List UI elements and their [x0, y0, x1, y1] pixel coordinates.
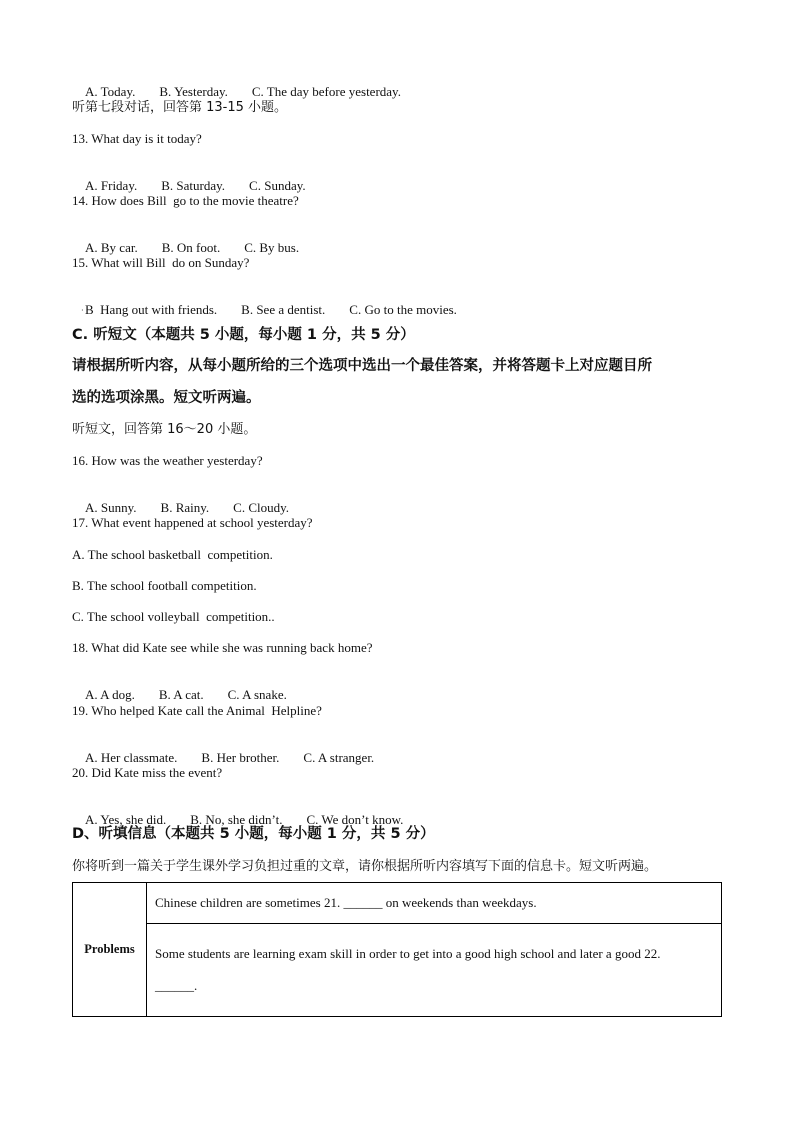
question-17-option-c: C. The school volleyball competition..	[72, 609, 275, 624]
option-c: C. Go to the movies.	[349, 302, 457, 317]
section-c-intro: 听短文，回答第 16～20 小题。	[72, 422, 257, 437]
dialog7-intro: 听第七段对话，回答第 13-15 小题。	[72, 100, 288, 115]
option-a: A. A dog.	[85, 687, 135, 702]
question-15: 15. What will Bill do on Sunday?	[72, 255, 250, 270]
section-d-intro: 你将听到一篇关于学生课外学习负担过重的文章，请你根据所听内容填写下面的信息卡。短文听两遍。	[72, 859, 658, 874]
table-row	[73, 924, 722, 1017]
option-b: B. Rainy.	[160, 500, 210, 515]
problem-21-cell[interactable]: Chinese children are sometimes 21. ______ on weekends than weekdays.	[147, 883, 722, 924]
option-a: A. Today.	[85, 84, 136, 99]
table-row	[73, 883, 722, 924]
problem-22-cell[interactable]	[147, 924, 722, 1017]
question-17-option-b: B. The school football competition.	[72, 578, 257, 593]
problem-22-line-1: Some students are learning exam skill in order to get into a good high school and later a good 22.	[155, 946, 661, 961]
option-c: C. The day before yesterday.	[251, 84, 401, 99]
option-c: C. Sunday.	[249, 178, 306, 193]
section-c-instruction-2: 选的选项涂黑。短文听两遍。	[72, 390, 261, 406]
option-c: C. A snake.	[227, 687, 287, 702]
section-c-title: C. 听短文（本题共 5 小题，每小题 1 分，共 5 分）	[72, 327, 415, 343]
option-c: C. We don’t know.	[306, 812, 404, 827]
section-c-instruction-1: 请根据所听内容，从每小题所给的三个选项中选出一个最佳答案，并将答题卡上对应题目所	[72, 358, 652, 374]
option-b: B. A cat.	[158, 687, 204, 702]
question-16: 16. How was the weather yesterday?	[72, 453, 263, 468]
question-17: 17. What event happened at school yesterday?	[72, 515, 313, 530]
option-a: B Hang out with friends.	[85, 302, 218, 317]
option-a: A. Yes, she did.	[85, 812, 167, 827]
option-c: C. A stranger.	[303, 750, 375, 765]
option-a: A. Friday.	[85, 178, 138, 193]
option-b: B. Yesterday.	[159, 84, 228, 99]
question-14: 14. How does Bill go to the movie theatre?	[72, 193, 299, 208]
option-a: A. By car.	[85, 240, 138, 255]
option-a: A. Sunny.	[85, 500, 137, 515]
problem-22-line-2: ______.	[155, 978, 198, 993]
section-d-title: D、听填信息（本题共 5 小题，每小题 1 分，共 5 分）	[72, 826, 435, 842]
option-c: C. By bus.	[244, 240, 300, 255]
option-b: B. On foot.	[161, 240, 221, 255]
problems-header: Problems	[73, 883, 147, 1017]
question-20: 20. Did Kate miss the event?	[72, 765, 223, 780]
option-b: B. Saturday.	[161, 178, 226, 193]
info-card-table	[72, 882, 722, 1017]
question-18: 18. What did Kate see while she was running back home?	[72, 640, 373, 655]
question-13: 13. What day is it today?	[72, 131, 202, 146]
option-a: A. Her classmate.	[85, 750, 178, 765]
question-17-option-a: A. The school basketball competition.	[72, 547, 273, 562]
question-19: 19. Who helped Kate call the Animal Helpline?	[72, 703, 322, 718]
stray-mark: ·	[81, 306, 84, 315]
option-b: B. Her brother.	[201, 750, 280, 765]
option-b: B. See a dentist.	[241, 302, 326, 317]
option-b: B. No, she didn’t.	[190, 812, 283, 827]
option-c: C. Cloudy.	[233, 500, 290, 515]
